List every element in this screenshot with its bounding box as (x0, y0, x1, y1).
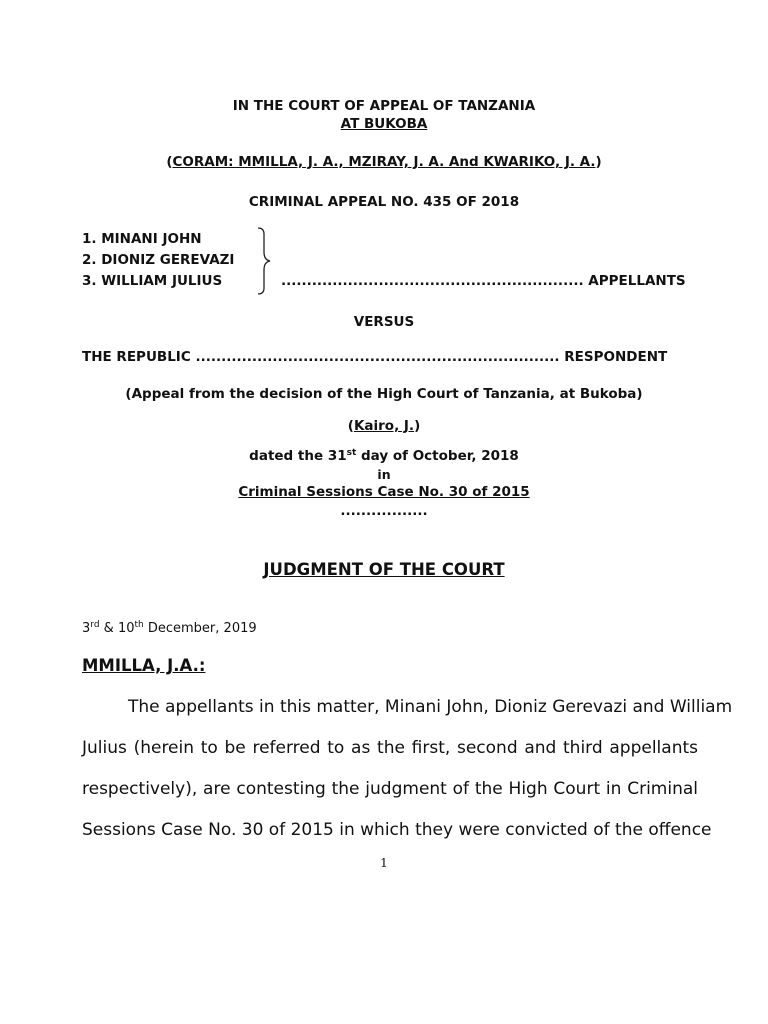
judgment-author: MMILLA, J.A.: (82, 656, 206, 675)
appellant-1: 1. MINANI JOHN (82, 231, 202, 247)
trial-judge-line (0, 418, 768, 434)
court-name: IN THE COURT OF APPEAL OF TANZANIA (232, 98, 536, 114)
date-ordinal-1: rd (90, 620, 100, 630)
appellant-3: 3. WILLIAM JULIUS (82, 273, 223, 289)
coram-line (0, 154, 768, 170)
appellants-role: APPELLANTS (588, 273, 686, 289)
respondent-role: RESPONDENT (564, 349, 668, 365)
right-brace-icon (254, 226, 274, 296)
date-month-year: December, 2019 (143, 621, 257, 636)
respondent-name: THE REPUBLIC (82, 349, 191, 365)
decision-date (0, 448, 768, 464)
appeal-number: CRIMINAL APPEAL NO. 435 OF 2018 (248, 194, 520, 210)
date-ordinal-2: th (134, 620, 144, 630)
dated-ordinal: st (346, 448, 357, 458)
judge-open-paren: ( (347, 418, 354, 434)
appeal-origin: (Appeal from the decision of the High Court of Tanzania, at Bukoba) (125, 386, 643, 402)
paragraph-line-1: The appellants in this matter, Minani John, Dioniz Gerevazi and William (128, 697, 733, 717)
appellants-role-line (281, 273, 686, 289)
separator-dots: ................. (340, 503, 428, 519)
coram-judges: CORAM: MMILLA, J. A., MZIRAY, J. A. And KWARIKO, J. A. (172, 154, 596, 170)
paragraph-line-2: Julius (herein to be referred to as the first, second and third appellants (82, 738, 698, 758)
respondent-leader-dots: ....................................................................... (195, 349, 560, 365)
date-day-2: & 10 (99, 621, 135, 636)
hearing-dates (82, 621, 257, 636)
appellants-leader-dots: ........................................................... (281, 273, 584, 289)
date-day-1: 3 (82, 621, 91, 636)
page-number: 1 (380, 856, 388, 870)
dated-prefix: dated the 31 (249, 448, 347, 464)
judgment-title: JUDGMENT OF THE COURT (263, 560, 505, 579)
respondent-line (82, 349, 667, 365)
paragraph-line-4: Sessions Case No. 30 of 2015 in which they were convicted of the offence (82, 820, 712, 840)
versus-label: VERSUS (353, 314, 415, 330)
in-word: in (377, 467, 391, 482)
court-location: AT BUKOBA (340, 116, 428, 132)
appellant-2: 2. DIONIZ GEREVAZI (82, 252, 235, 268)
judge-close-paren: ) (414, 418, 421, 434)
sessions-case: Criminal Sessions Case No. 30 of 2015 (238, 484, 530, 500)
paragraph-line-3: respectively), are contesting the judgment of the High Court in Criminal (82, 779, 698, 799)
dated-suffix: day of October, 2018 (356, 448, 519, 464)
coram-close-paren: ) (595, 154, 602, 170)
coram-open-paren: ( (166, 154, 173, 170)
trial-judge: Kairo, J. (353, 418, 415, 434)
